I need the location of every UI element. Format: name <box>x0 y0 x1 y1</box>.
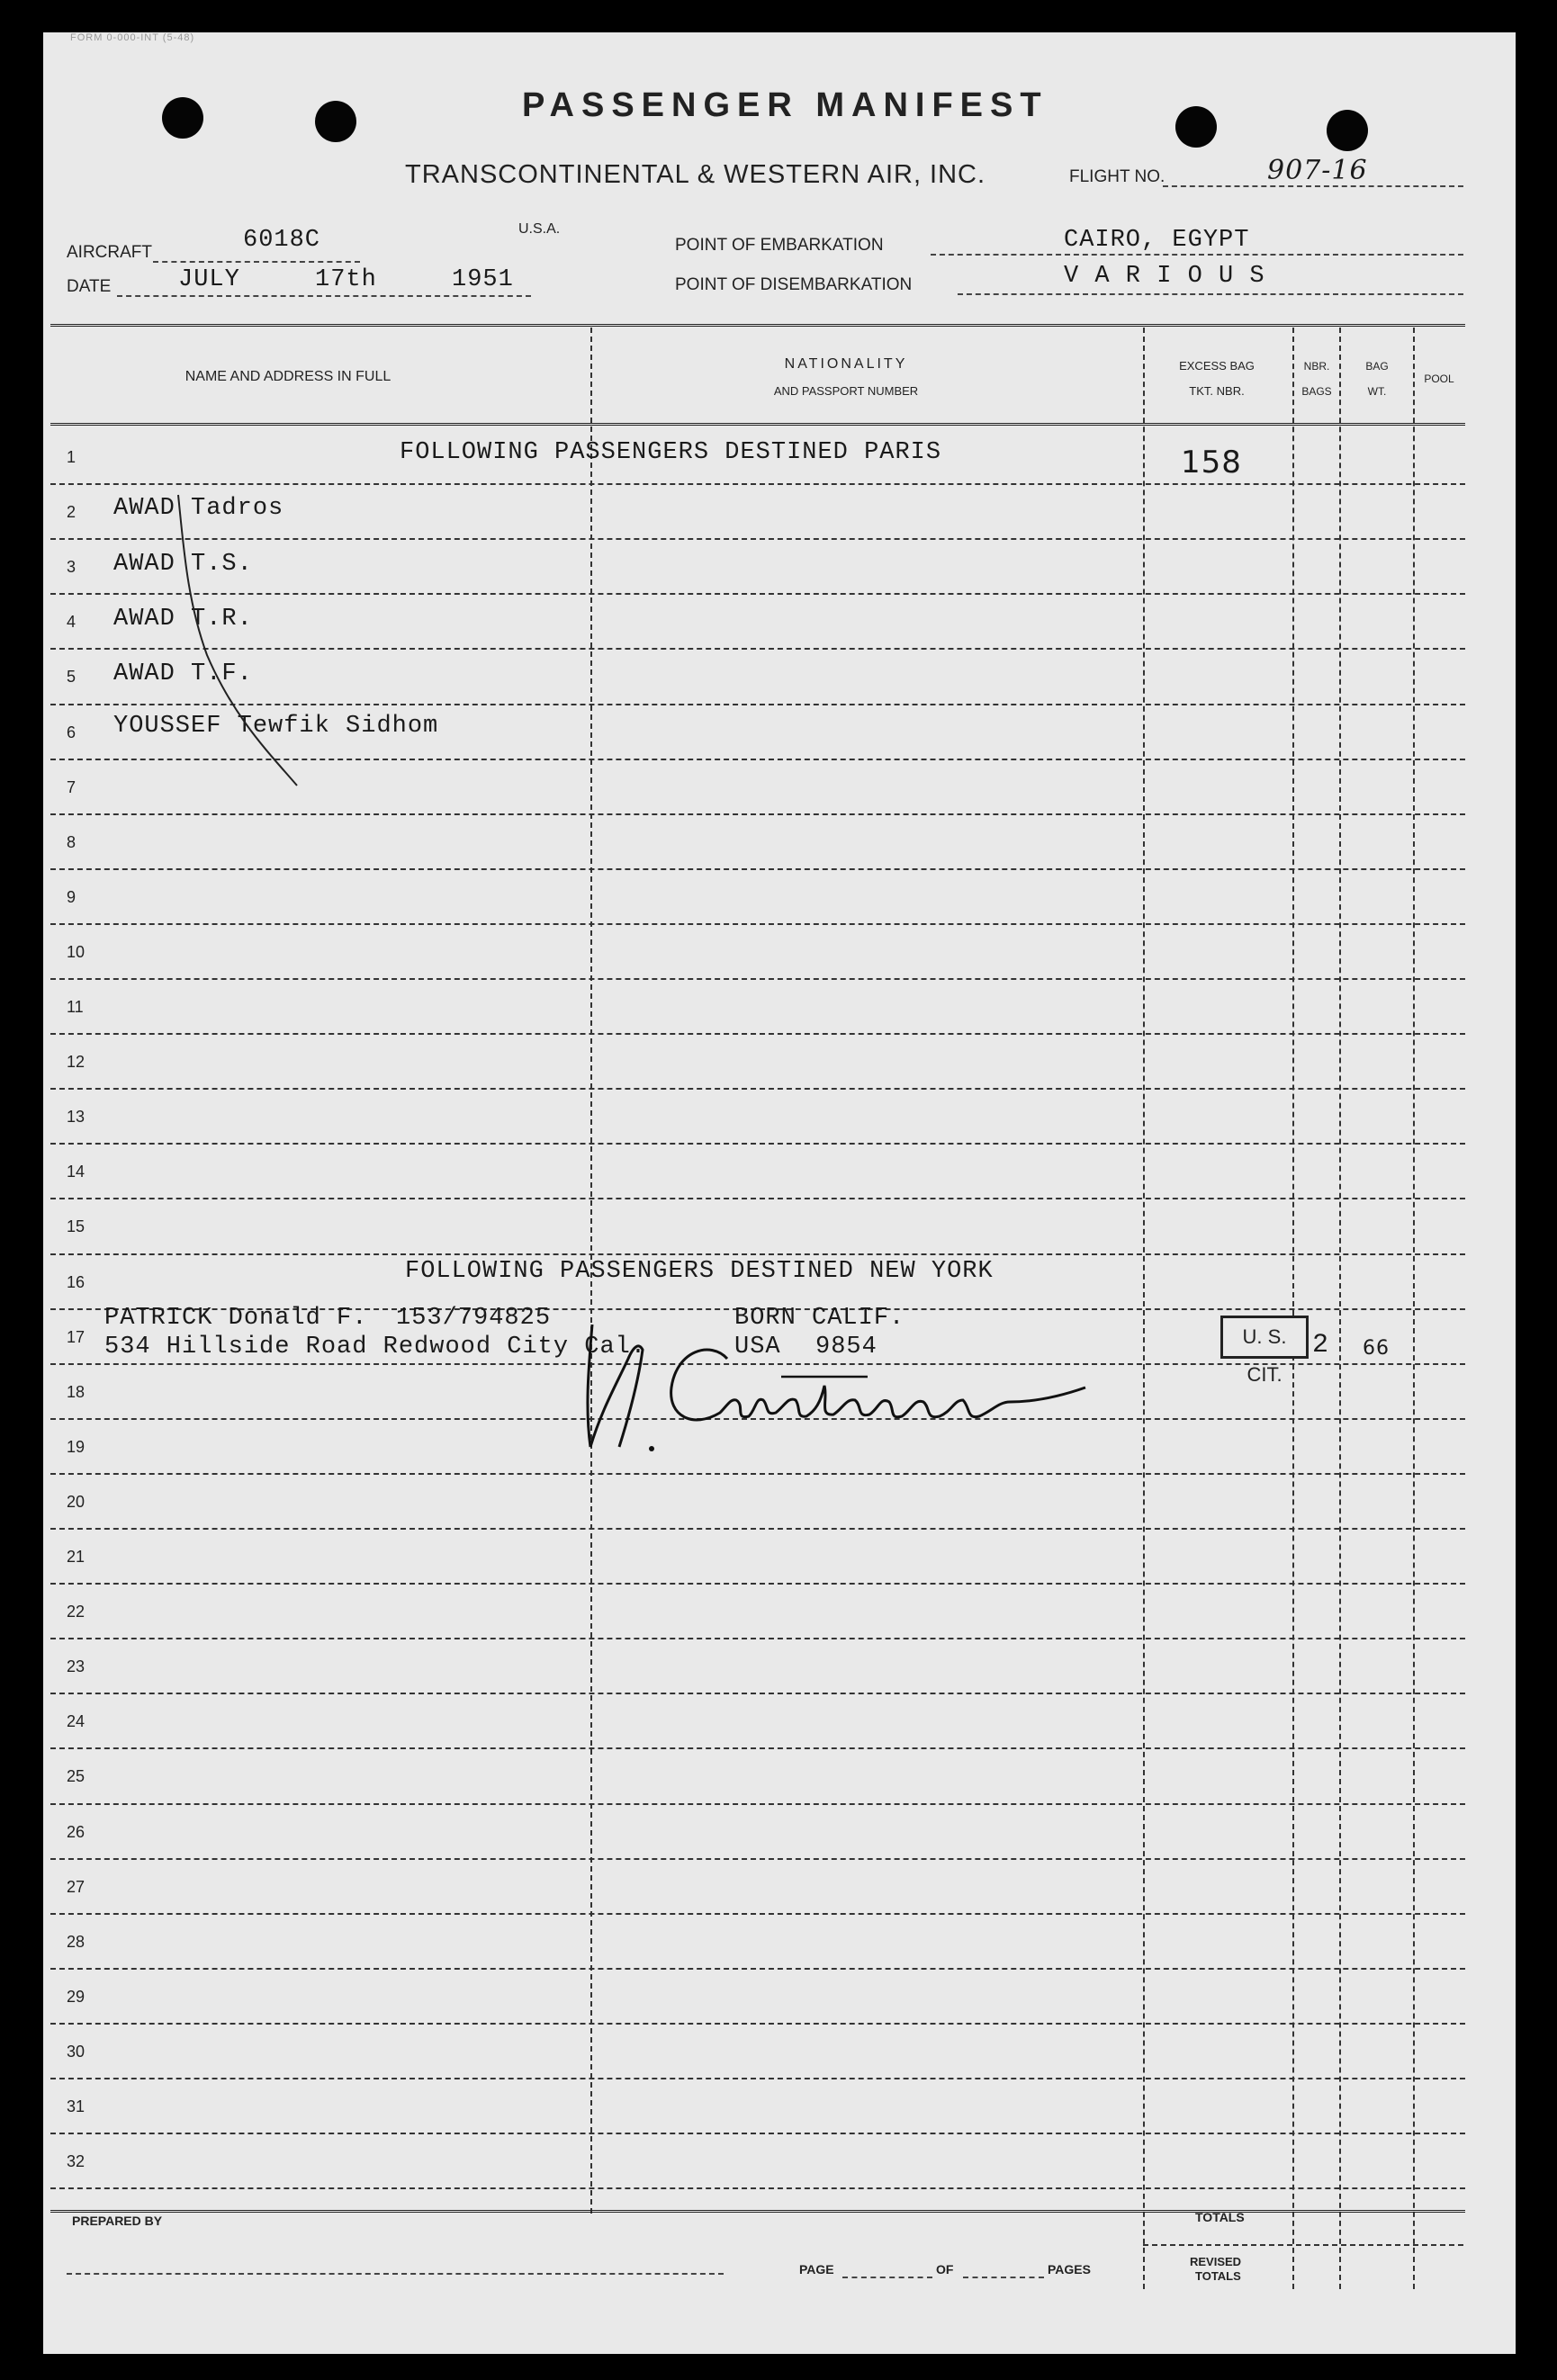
row-rule <box>50 1638 1465 1639</box>
row-number: 11 <box>67 998 84 1016</box>
row-rule <box>50 1528 1465 1530</box>
footer-top-rule <box>50 2210 1465 2216</box>
col-header-name: NAME AND ADDRESS IN FULL <box>184 369 392 384</box>
passenger-row-6: YOUSSEF Tewfik Sidhom <box>113 713 439 740</box>
row-number: 20 <box>67 1492 86 1511</box>
aircraft-country: U.S.A. <box>518 221 561 237</box>
pages-label: PAGES <box>1048 2262 1091 2277</box>
passenger-row-3: AWAD T.S. <box>113 551 253 578</box>
embarkation-value: CAIRO, EGYPT <box>1064 227 1250 254</box>
us-citizen-stamp: U. S. CIT. <box>1220 1316 1309 1359</box>
punch-hole <box>315 101 356 142</box>
row-number: 27 <box>67 1877 86 1896</box>
row-rule <box>50 2133 1465 2134</box>
row-rule <box>50 2078 1465 2079</box>
row-rule <box>50 813 1465 815</box>
row-number: 5 <box>67 668 76 687</box>
row-rule <box>50 2023 1465 2025</box>
passenger-row-2: AWAD Tadros <box>113 495 284 522</box>
row-number: 18 <box>67 1382 86 1401</box>
page-label: PAGE <box>799 2262 834 2277</box>
row-number: 14 <box>67 1163 86 1181</box>
row-rule <box>50 978 1465 980</box>
row-rule <box>50 483 1465 485</box>
passenger-17-number: 153/794825 <box>396 1305 552 1332</box>
handwritten-signature <box>576 1323 1089 1458</box>
row-rule <box>50 1088 1465 1090</box>
row-rule <box>50 1143 1465 1145</box>
row-number: 17 <box>67 1327 86 1346</box>
totals-rule <box>1143 2244 1463 2246</box>
aircraft-value: 6018C <box>243 227 321 254</box>
page-line <box>842 2277 932 2278</box>
row-number: 21 <box>67 1548 86 1566</box>
prepared-by-line <box>67 2273 724 2275</box>
of-line <box>963 2277 1044 2278</box>
row-number: 12 <box>67 1053 86 1072</box>
row-number: 19 <box>67 1437 86 1456</box>
col-header-bag: BAG <box>1365 360 1389 373</box>
manifest-title: PASSENGER MANIFEST <box>522 86 1048 124</box>
form-number: FORM 0-000-INT (5-48) <box>70 32 195 43</box>
row-rule <box>50 1803 1465 1805</box>
row-number: 7 <box>67 777 76 796</box>
row-rule <box>50 1583 1465 1585</box>
row-number: 29 <box>67 1987 86 2006</box>
row-number: 32 <box>67 2152 86 2171</box>
row-rule <box>50 1968 1465 1970</box>
disembarkation-line <box>958 293 1463 295</box>
row-rule <box>50 1858 1465 1860</box>
col-header-excess-tkt: TKT. NBR. <box>1189 384 1245 398</box>
row-number: 22 <box>67 1603 86 1621</box>
col-header-pool: POOL <box>1424 373 1454 385</box>
row-number: 4 <box>67 613 76 632</box>
row-number: 30 <box>67 2042 86 2061</box>
date-label: DATE <box>67 277 112 296</box>
row-rule <box>50 1253 1465 1255</box>
row-number: 6 <box>67 723 76 741</box>
embarkation-line <box>931 254 1463 256</box>
row-rule <box>50 1473 1465 1475</box>
row-number: 25 <box>67 1767 86 1786</box>
header-top-rule <box>50 324 1465 330</box>
row-rule <box>50 1747 1465 1749</box>
row-number: 3 <box>67 558 76 577</box>
passenger-17-passport: 9854 <box>815 1334 878 1361</box>
row-number: 23 <box>67 1657 86 1676</box>
disembarkation-label: POINT OF DISEMBARKATION <box>675 275 913 294</box>
col-header-wt: WT. <box>1367 385 1387 398</box>
row-number: 10 <box>67 942 86 961</box>
disembarkation-value: V A R I O U S <box>1064 263 1265 290</box>
bracket-mark <box>171 493 306 790</box>
punch-hole <box>162 97 203 139</box>
row-number: 1 <box>67 448 76 466</box>
row-number: 26 <box>67 1822 86 1841</box>
row-rule <box>50 1198 1465 1199</box>
row-rule <box>50 2187 1465 2189</box>
passenger-17-bags: 2 <box>1312 1330 1330 1361</box>
col-header-nbr: NBR. <box>1303 360 1330 373</box>
row-rule <box>50 1033 1465 1035</box>
row-number: 9 <box>67 887 76 906</box>
row-number: 24 <box>67 1712 86 1731</box>
row-number: 13 <box>67 1108 86 1127</box>
col-header-bags: BAGS <box>1301 385 1332 398</box>
of-label: OF <box>936 2262 954 2277</box>
row-number: 31 <box>67 2097 86 2115</box>
date-year: 1951 <box>452 266 514 293</box>
row-number: 8 <box>67 832 76 851</box>
aircraft-label: AIRCRAFT <box>67 243 152 262</box>
aircraft-line <box>153 261 360 263</box>
passenger-17-nationality: USA <box>734 1334 781 1361</box>
totals-label: TOTALS <box>1195 2210 1245 2224</box>
punch-hole <box>1175 106 1217 148</box>
prepared-by-label: PREPARED BY <box>72 2214 163 2228</box>
row-number: 16 <box>67 1272 86 1291</box>
date-day: 17th <box>315 266 377 293</box>
passenger-17-address: 534 Hillside Road Redwood City Cal. <box>104 1334 647 1361</box>
row-number: 28 <box>67 1932 86 1951</box>
newyork-heading: FOLLOWING PASSENGERS DESTINED NEW YORK <box>405 1258 994 1285</box>
date-month: JULY <box>178 266 240 293</box>
flight-no-label: FLIGHT NO. <box>1069 167 1166 186</box>
revised-totals-line1: REVISED <box>1190 2255 1242 2268</box>
passenger-17-weight: 66 <box>1363 1337 1390 1360</box>
row-number: 15 <box>67 1217 86 1236</box>
embarkation-label: POINT OF EMBARKATION <box>675 236 884 255</box>
col-header-nationality: NATIONALITY <box>784 356 908 372</box>
paris-excess-ticket: 158 <box>1181 445 1242 480</box>
revised-totals-line2: TOTALS <box>1195 2269 1241 2283</box>
punch-hole <box>1327 110 1368 151</box>
paris-heading: FOLLOWING PASSENGERS DESTINED PARIS <box>400 439 942 466</box>
flight-no-value: 907-16 <box>1267 155 1368 186</box>
passenger-17-born: BORN CALIF. <box>734 1305 905 1332</box>
passenger-row-5: AWAD T.F. <box>113 660 253 687</box>
passenger-row-4: AWAD T.R. <box>113 606 253 633</box>
date-line <box>117 295 531 297</box>
col-header-excess-bag: EXCESS BAG <box>1179 359 1255 373</box>
row-rule <box>50 923 1465 925</box>
row-rule <box>50 1913 1465 1915</box>
company-name: TRANSCONTINENTAL & WESTERN AIR, INC. <box>405 160 986 189</box>
row-number: 2 <box>67 503 76 522</box>
row-rule <box>50 868 1465 870</box>
row-rule <box>50 1693 1465 1694</box>
header-bottom-rule <box>50 423 1465 429</box>
passenger-17-name: PATRICK Donald F. <box>104 1305 368 1332</box>
col-header-passport: AND PASSPORT NUMBER <box>773 384 919 398</box>
